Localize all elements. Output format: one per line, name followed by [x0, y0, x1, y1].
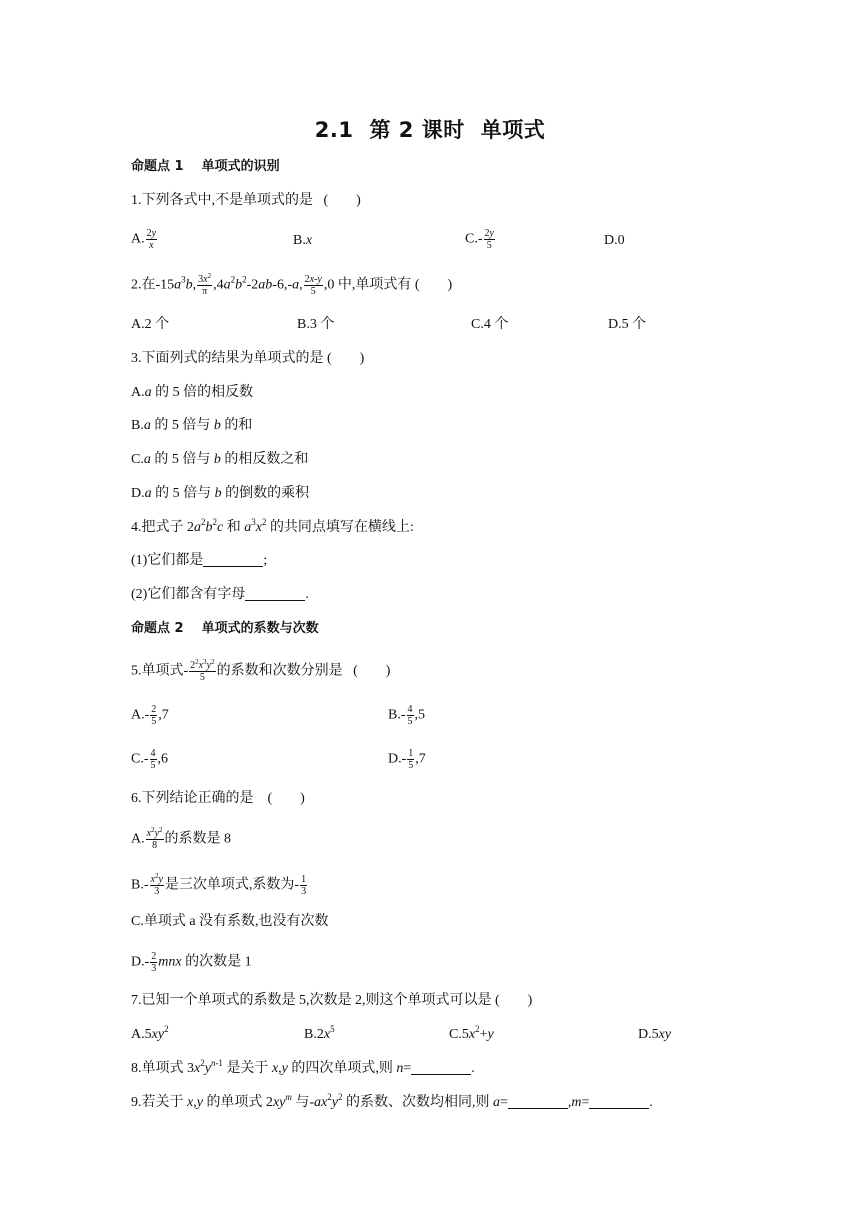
answer-blank[interactable] [508, 1094, 568, 1109]
q3-option-b: B.a 的 5 倍与 b 的和 [131, 418, 253, 433]
section-heading-2: 命题点 2 单项式的系数与次数 [131, 621, 319, 636]
question-8: 8.单项式 $3x^2y^{n-1}$ 是关于 x,y 的四次单项式,则 n= . [131, 1058, 475, 1076]
q6-option-b: B.- $\frac{x^2y}{3}$ 是三次单项式,系数为- $\frac{1}{3}$ [131, 872, 307, 897]
q3-option-c: C.a 的 5 倍与 b 的相反数之和 [131, 452, 309, 467]
question-4: 4.把式子 $2a^2b^2c$ 和 $a^3x^2$ 的共同点填写在横线上: [131, 517, 414, 535]
title-lesson: 第 2 课时 [369, 118, 465, 142]
q5-option-d: D.- $\frac{1}{5}$ ,7 [388, 748, 426, 771]
q5-option-c: C.- $\frac{4}{5}$ ,6 [131, 748, 168, 771]
page-title [0, 114, 860, 144]
question-1: 1.下列各式中,不是单项式的是 ( ) [131, 193, 361, 208]
q2-option-b: B.3 个 [297, 317, 335, 332]
q1-option-d: D.0 [604, 233, 625, 248]
question-9: 9.若关于 x,y 的单项式 $2xy^m$ 与$-ax^2y^2$ 的系数、次数均相同,则 a= ,m= . [131, 1092, 653, 1110]
question-5: 5.单项式- $\frac{2^2x^3y^2}{5}$ 的系数和次数分别是 ( ) [131, 658, 391, 683]
answer-blank[interactable] [245, 586, 305, 601]
question-2: 2.在$-15a^3b$, $\frac{3x^2}{\pi}$ $,4a^2b^2-2ab-6,-a$, $\frac{2x-y}{5}$ ,0 中,单项式有 ( ) [131, 272, 453, 297]
q6-option-d: D.- $\frac{2}{3}$ mnx 的次数是 1 [131, 951, 252, 974]
q2-option-d: D.5 个 [608, 317, 647, 332]
q7-option-b: $B.2x^5$ [304, 1024, 335, 1042]
q1-option-c: C.- $\frac{2y}{5}$ [465, 228, 494, 251]
answer-blank[interactable] [203, 552, 263, 567]
q6-option-a: A. $\frac{x^2y^2}{8}$ 的系数是 8 [131, 826, 232, 851]
title-topic: 单项式 [480, 118, 546, 142]
q1-option-b: B.x [293, 233, 313, 248]
q7-option-a: $A.5xy^2$ [131, 1024, 169, 1042]
q6-option-c: C.单项式 a 没有系数,也没有次数 [131, 914, 329, 929]
q4-part-2: (2)它们都含有字母 . [131, 587, 309, 602]
section-heading-1: 命题点 1 单项式的识别 [131, 159, 280, 174]
q1-option-a: A. $\frac{2y}{x}$ [131, 228, 157, 251]
question-3: 3.下面列式的结果为单项式的是 ( ) [131, 351, 365, 366]
q2-option-c: C.4 个 [471, 317, 509, 332]
title-number: 2.1 [314, 118, 354, 142]
q5-option-b: B.- $\frac{4}{5}$ ,5 [388, 704, 425, 727]
q4-part-1: (1)它们都是 ; [131, 553, 268, 568]
answer-blank[interactable] [589, 1094, 649, 1109]
q2-option-a: A.2 个 [131, 317, 170, 332]
question-6: 6.下列结论正确的是 ( ) [131, 791, 305, 806]
q7-option-c: $C.5x^2+y$ [449, 1024, 494, 1042]
q5-option-a: A.- $\frac{2}{5}$ ,7 [131, 704, 169, 727]
answer-blank[interactable] [411, 1060, 471, 1075]
question-7: 7.已知一个单项式的系数是 5,次数是 2,则这个单项式可以是 ( ) [131, 993, 533, 1008]
q3-option-d: D.a 的 5 倍与 b 的倒数的乘积 [131, 486, 310, 501]
q3-option-a: A.a 的 5 倍的相反数 [131, 385, 254, 400]
q7-option-d: D.5xy [638, 1027, 672, 1042]
